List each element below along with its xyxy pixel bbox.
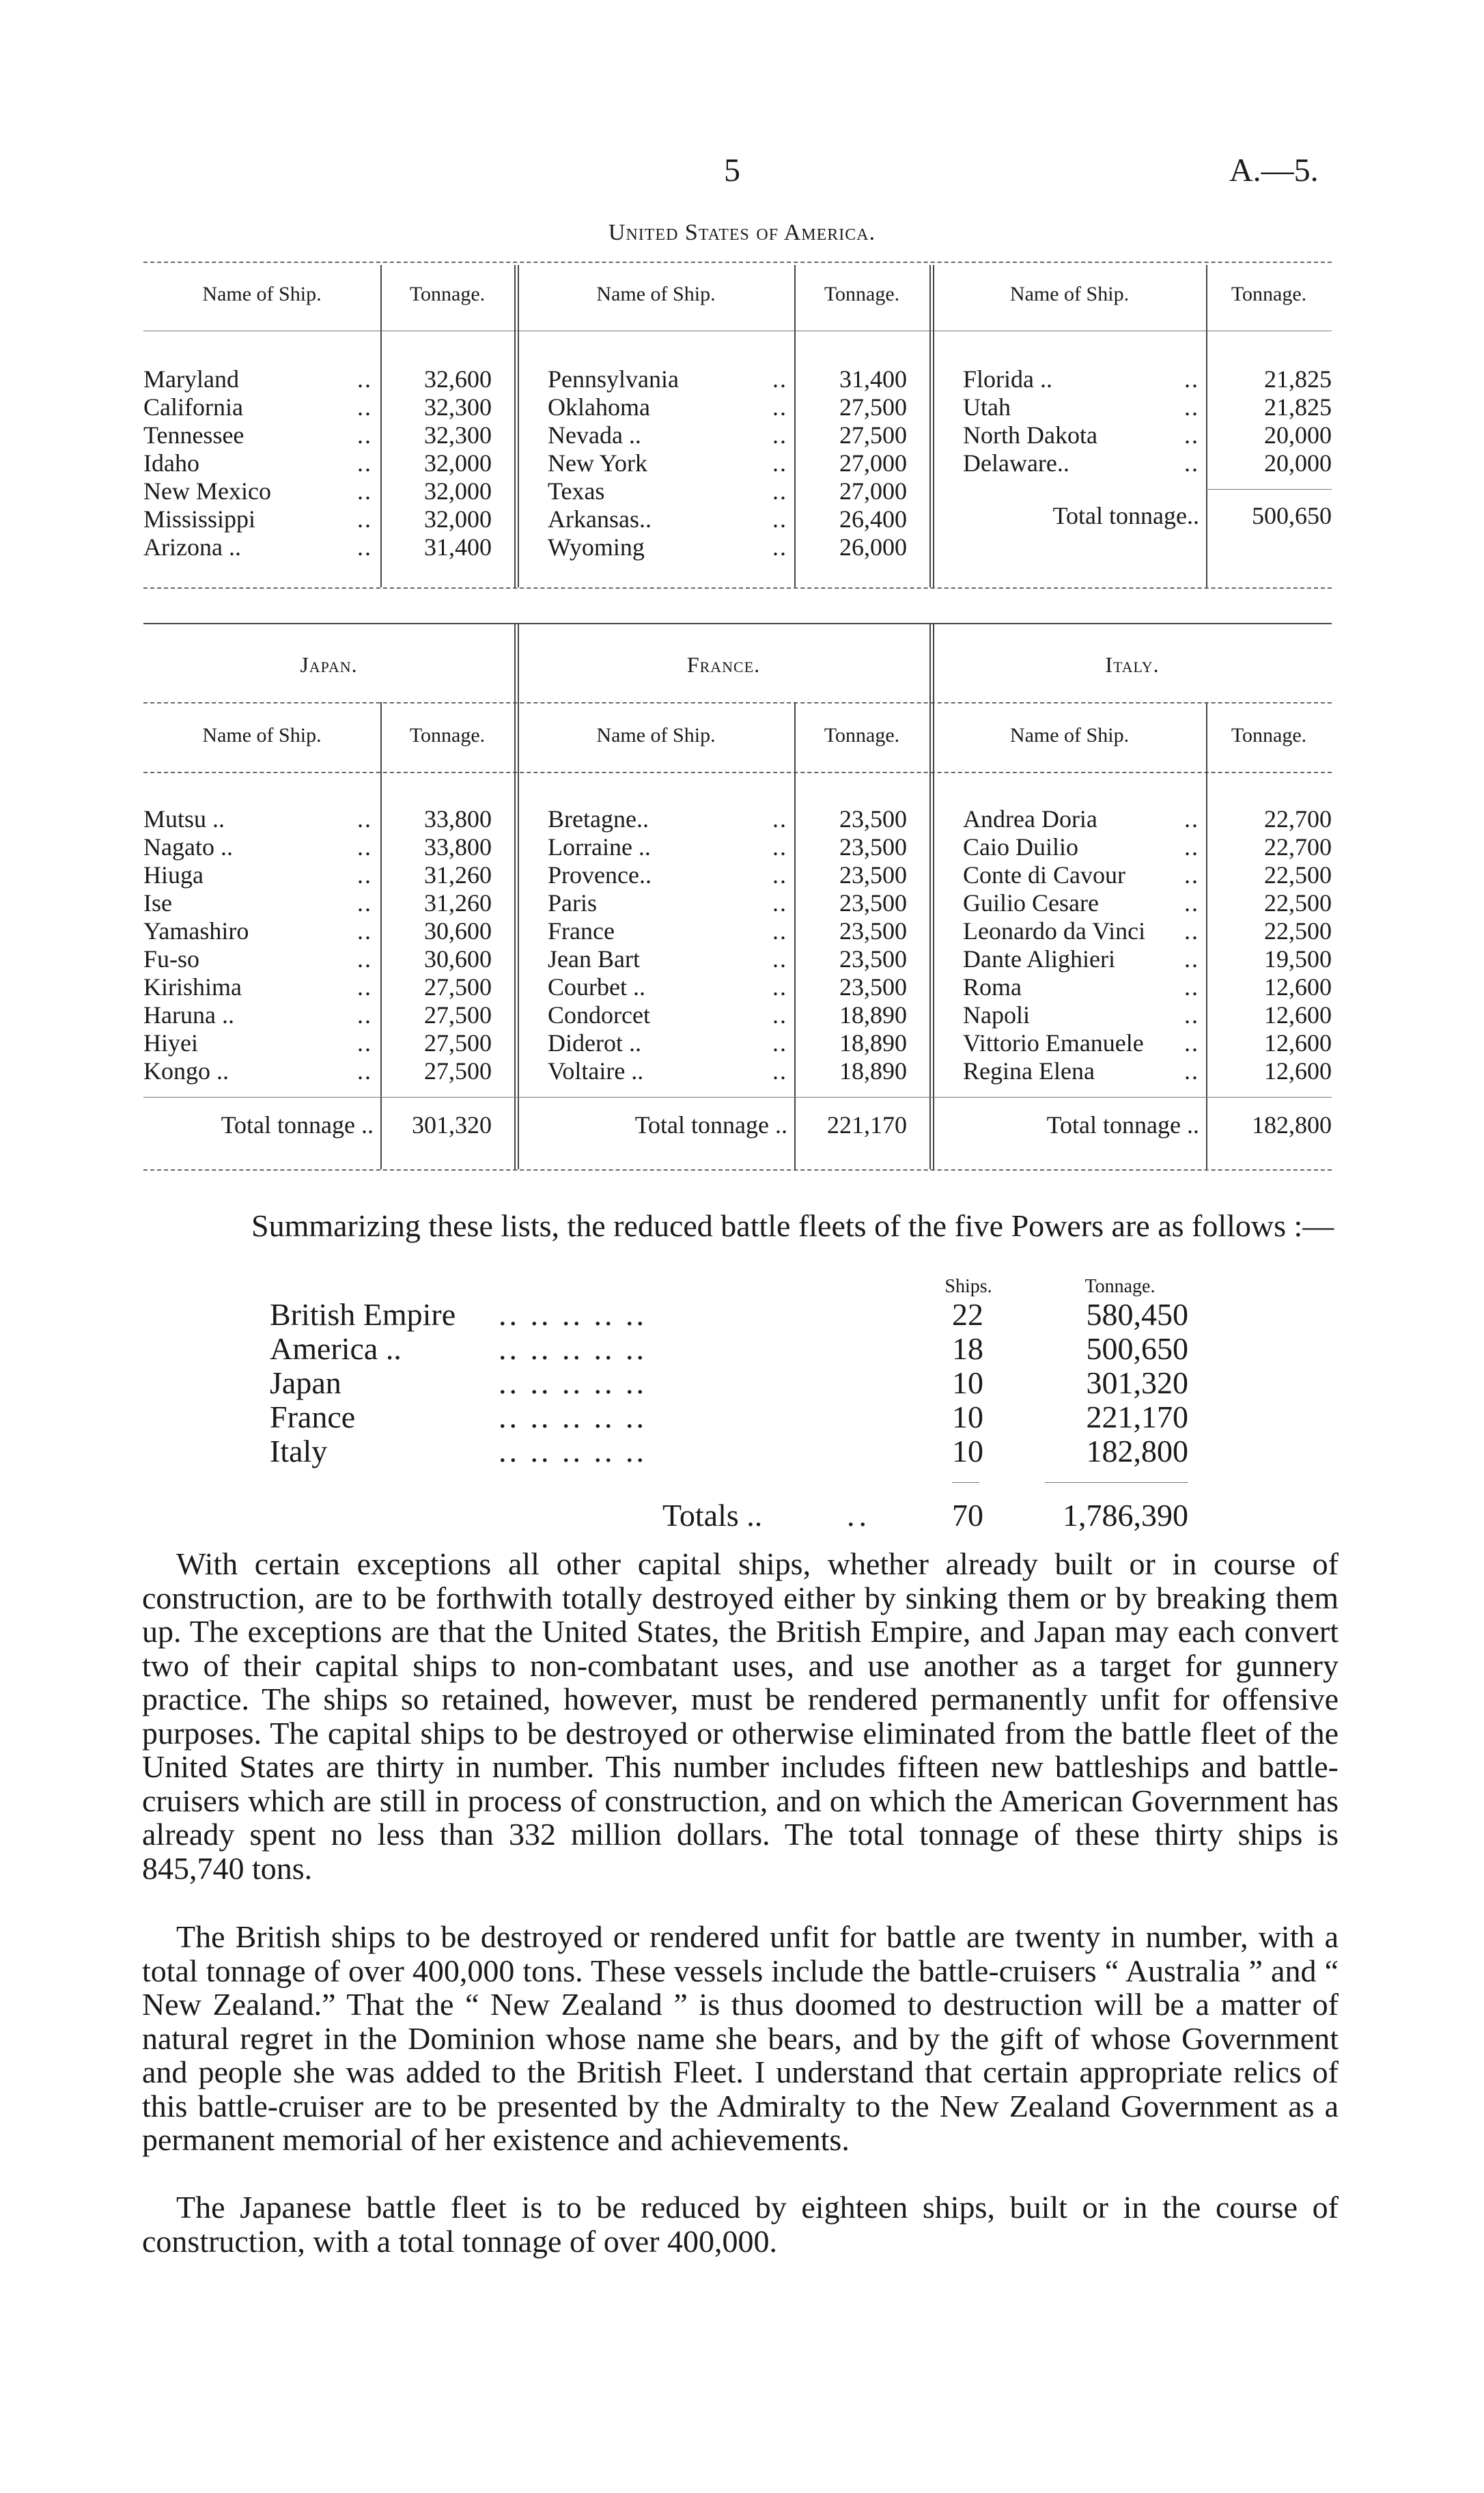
- powers-top-rule: [143, 623, 1332, 624]
- ship-name: Hiuga: [143, 861, 204, 889]
- ship-tonnage: 20,000: [1264, 421, 1332, 449]
- leader-dots: ..: [1184, 449, 1199, 477]
- ship-tonnage: 23,500: [839, 945, 907, 973]
- leader-dots: .. .. .. .. ..: [499, 1331, 647, 1366]
- leader-dots: ..: [357, 1001, 372, 1029]
- leader-dots: .. .. .. .. ..: [499, 1434, 647, 1468]
- powers-country-rule: [143, 702, 1332, 704]
- ship-name: Voltaire ..: [548, 1057, 644, 1085]
- powers-header-rule: [143, 772, 1332, 773]
- ship-name: New Mexico: [143, 477, 271, 505]
- ship-name: Diderot ..: [548, 1029, 641, 1057]
- ship-name: Mutsu ..: [143, 805, 225, 833]
- ship-name: Yamashiro: [143, 917, 249, 945]
- ship-tonnage: 30,600: [424, 945, 492, 973]
- ship-tonnage: 21,825: [1264, 365, 1332, 393]
- ship-name: Delaware..: [963, 449, 1069, 477]
- usa-col1-name-header: Name of Ship.: [202, 283, 322, 305]
- japan-total-label: Total tonnage ..: [221, 1111, 374, 1139]
- leader-dots: ..: [1184, 945, 1199, 973]
- leader-dots: ..: [772, 477, 787, 505]
- ship-name: Condorcet: [548, 1001, 650, 1029]
- summary-ships: 10: [952, 1399, 983, 1434]
- summary-intro: Summarizing these lists, the reduced battle fleets of the five Powers are as follows :—: [251, 1208, 1334, 1243]
- ship-tonnage: 32,000: [424, 505, 492, 533]
- leader-dots: ..: [357, 945, 372, 973]
- summary-tonnage: 500,650: [1086, 1331, 1188, 1366]
- ship-name: Tennessee: [143, 421, 244, 449]
- ship-tonnage: 20,000: [1264, 449, 1332, 477]
- ship-tonnage: 22,500: [1264, 917, 1332, 945]
- leader-dots: ..: [357, 505, 372, 533]
- summary-tonnage: 221,170: [1086, 1399, 1188, 1434]
- ship-name: Fu-so: [143, 945, 200, 973]
- ship-name: Texas: [548, 477, 605, 505]
- ship-name: Arkansas..: [548, 505, 652, 533]
- leader-dots: .. .. .. .. ..: [499, 1399, 647, 1434]
- ship-name: California: [143, 393, 243, 421]
- ship-tonnage: 12,600: [1264, 1001, 1332, 1029]
- ship-tonnage: 27,500: [839, 393, 907, 421]
- ship-tonnage: 23,500: [839, 861, 907, 889]
- leader-dots: ..: [357, 833, 372, 861]
- ship-tonnage: 31,400: [839, 365, 907, 393]
- leader-dots: ..: [772, 421, 787, 449]
- ship-name: Kongo ..: [143, 1057, 229, 1085]
- ship-tonnage: 27,500: [424, 1029, 492, 1057]
- summary-power-name: France: [270, 1399, 356, 1434]
- ship-tonnage: 12,600: [1264, 1057, 1332, 1085]
- ship-name: Ise: [143, 889, 172, 917]
- ship-tonnage: 31,260: [424, 889, 492, 917]
- usa-total-rule: [1206, 489, 1332, 490]
- ship-tonnage: 32,300: [424, 393, 492, 421]
- france-name-header: Name of Ship.: [596, 724, 716, 747]
- france-total-value: 221,170: [827, 1111, 907, 1139]
- usa-col3-tonnage-header: Tonnage.: [1231, 283, 1307, 305]
- usa-total-label: Total tonnage..: [1052, 502, 1199, 529]
- ship-name: Utah: [963, 393, 1011, 421]
- ship-name: Idaho: [143, 449, 199, 477]
- usa-col3-name-header: Name of Ship.: [1009, 283, 1130, 305]
- summary-totals-tons: 1,786,390: [1063, 1498, 1188, 1533]
- ship-tonnage: 18,890: [839, 1001, 907, 1029]
- powers-total-rule: [143, 1097, 1332, 1098]
- leader-dots: ..: [1184, 393, 1199, 421]
- ship-name: Bretagne..: [548, 805, 649, 833]
- leader-dots: ..: [357, 393, 372, 421]
- usa-col2-name-header: Name of Ship.: [596, 283, 716, 305]
- leader-dots: .. .. .. .. ..: [499, 1297, 647, 1332]
- leader-dots: ..: [1184, 861, 1199, 889]
- summary-totals-label: Totals ..: [662, 1498, 763, 1533]
- ship-tonnage: 27,500: [839, 421, 907, 449]
- leader-dots: ..: [357, 477, 372, 505]
- ship-tonnage: 32,000: [424, 477, 492, 505]
- powers-bottom-rule: [143, 1169, 1332, 1171]
- ship-tonnage: 27,000: [839, 477, 907, 505]
- leader-dots: ..: [772, 945, 787, 973]
- leader-dots: ..: [772, 393, 787, 421]
- ship-tonnage: 21,825: [1264, 393, 1332, 421]
- summary-tonnage-rule: [1045, 1482, 1188, 1483]
- leader-dots: ..: [772, 833, 787, 861]
- usa-divider-4: [929, 265, 931, 587]
- italy-name-header: Name of Ship.: [1009, 724, 1130, 747]
- leader-dots: ..: [772, 505, 787, 533]
- powers-divider-4: [929, 623, 931, 1169]
- leader-dots: ..: [772, 973, 787, 1001]
- ship-tonnage: 18,890: [839, 1029, 907, 1057]
- ship-name: Andrea Doria: [963, 805, 1097, 833]
- france-title: France.: [686, 652, 761, 677]
- leader-dots: ..: [1184, 805, 1199, 833]
- leader-dots: ..: [772, 1057, 787, 1085]
- leader-dots: ..: [357, 449, 372, 477]
- leader-dots: ..: [772, 365, 787, 393]
- ship-tonnage: 23,500: [839, 833, 907, 861]
- ship-tonnage: 27,500: [424, 973, 492, 1001]
- ship-name: North Dakota: [963, 421, 1097, 449]
- leader-dots: ..: [357, 805, 372, 833]
- usa-top-rule: [143, 262, 1332, 263]
- ship-name: Florida ..: [963, 365, 1052, 393]
- leader-dots: ..: [357, 533, 372, 561]
- ship-name: Mississippi: [143, 505, 256, 533]
- summary-power-name: British Empire: [270, 1297, 456, 1332]
- summary-tonnage: 301,320: [1086, 1365, 1188, 1400]
- summary-power-name: Japan: [270, 1365, 341, 1400]
- summary-ships: 18: [952, 1331, 983, 1366]
- leader-dots: ..: [357, 889, 372, 917]
- ship-name: Paris: [548, 889, 597, 917]
- body-paragraph-1: With certain exceptions all other capital ships, whether already built or in course of construction, are to be forthwith totally destroyed either by sinking them or by breaking them up. The exceptions are that the United States, the British Empire, and Japan may each convert two of their capital ships to non-combatant uses, and use another as a target for gunnery practice. The ships so retained, however, must be rendered permanently unfit for offensive purposes. The capital ships to be destroyed or otherwise eliminated from the battle fleet of the United States are thirty in number. This number includes fifteen new battleships and battle-cruisers which are still in process of construction, and on which the American Government has already spent no less than 332 million dollars. The total tonnage of these thirty ships is 845,740 tons.: [142, 1546, 1339, 1886]
- leader-dots: ..: [1184, 1001, 1199, 1029]
- leader-dots: ..: [357, 973, 372, 1001]
- leader-dots: ..: [357, 917, 372, 945]
- leader-dots: ..: [772, 861, 787, 889]
- leader-dots: ..: [772, 1029, 787, 1057]
- ship-name: Kirishima: [143, 973, 242, 1001]
- ship-name: Dante Alighieri: [963, 945, 1115, 973]
- ship-tonnage: 23,500: [839, 973, 907, 1001]
- leader-dots: ..: [1184, 421, 1199, 449]
- ship-name: Jean Bart: [548, 945, 640, 973]
- ship-tonnage: 27,500: [424, 1057, 492, 1085]
- usa-bottom-rule: [143, 587, 1332, 589]
- ship-tonnage: 30,600: [424, 917, 492, 945]
- ship-name: Wyoming: [548, 533, 645, 561]
- ship-tonnage: 22,500: [1264, 889, 1332, 917]
- summary-ships: 10: [952, 1434, 983, 1468]
- powers-divider-4b: [933, 623, 934, 1169]
- leader-dots: ..: [772, 1001, 787, 1029]
- ship-tonnage: 19,500: [1264, 945, 1332, 973]
- france-tonnage-header: Tonnage.: [824, 724, 900, 747]
- ship-tonnage: 22,700: [1264, 805, 1332, 833]
- summary-power-name: Italy: [270, 1434, 328, 1468]
- leader-dots: ..: [357, 365, 372, 393]
- leader-dots: ..: [1184, 973, 1199, 1001]
- ship-name: Regina Elena: [963, 1057, 1095, 1085]
- summary-ships-rule: [952, 1482, 979, 1483]
- usa-table-title: United States of America.: [608, 220, 876, 245]
- leader-dots: ..: [1184, 1057, 1199, 1085]
- usa-total-value: 500,650: [1252, 502, 1332, 529]
- ship-name: Caio Duilio: [963, 833, 1078, 861]
- ship-tonnage: 31,260: [424, 861, 492, 889]
- ship-name: New York: [548, 449, 648, 477]
- ship-name: Roma: [963, 973, 1022, 1001]
- leader-dots: ..: [357, 1057, 372, 1085]
- ship-name: Haruna ..: [143, 1001, 234, 1029]
- ship-name: Pennsylvania: [548, 365, 679, 393]
- ship-name: Vittorio Emanuele: [963, 1029, 1144, 1057]
- leader-dots: ..: [772, 449, 787, 477]
- usa-divider-2: [514, 265, 516, 587]
- ship-name: Nagato ..: [143, 833, 233, 861]
- leader-dots: ..: [1184, 1029, 1199, 1057]
- ship-tonnage: 22,500: [1264, 861, 1332, 889]
- ship-name: Courbet ..: [548, 973, 645, 1001]
- usa-divider-4b: [933, 265, 934, 587]
- italy-total-value: 182,800: [1252, 1111, 1332, 1139]
- ship-tonnage: 12,600: [1264, 1029, 1332, 1057]
- usa-col1-tonnage-header: Tonnage.: [409, 283, 486, 305]
- leader-dots: ..: [772, 533, 787, 561]
- leader-dots: ..: [772, 889, 787, 917]
- ship-name: Leonardo da Vinci: [963, 917, 1146, 945]
- body-paragraph-3: The Japanese battle fleet is to be reduced by eighteen ships, built or in the course of construction, with a total tonnage of over 400,000.: [142, 2190, 1339, 2259]
- ship-name: Hiyei: [143, 1029, 198, 1057]
- summary-tonnage-header: Tonnage.: [1084, 1276, 1156, 1297]
- ship-tonnage: 23,500: [839, 889, 907, 917]
- ship-tonnage: 32,600: [424, 365, 492, 393]
- ship-tonnage: 26,400: [839, 505, 907, 533]
- document-reference: A.—5.: [1229, 152, 1319, 189]
- ship-name: France: [548, 917, 615, 945]
- ship-name: Arizona ..: [143, 533, 241, 561]
- ship-tonnage: 33,800: [424, 805, 492, 833]
- italy-tonnage-header: Tonnage.: [1231, 724, 1307, 747]
- italy-total-label: Total tonnage ..: [1046, 1111, 1199, 1139]
- summary-totals-ships: 70: [952, 1498, 983, 1533]
- leader-dots: ..: [1184, 917, 1199, 945]
- summary-ships: 22: [952, 1297, 983, 1332]
- ship-name: Nevada ..: [548, 421, 641, 449]
- ship-name: Oklahoma: [548, 393, 650, 421]
- summary-totals-dots: ..: [847, 1498, 871, 1533]
- japan-tonnage-header: Tonnage.: [409, 724, 486, 747]
- ship-tonnage: 27,500: [424, 1001, 492, 1029]
- leader-dots: ..: [772, 917, 787, 945]
- ship-tonnage: 31,400: [424, 533, 492, 561]
- ship-name: Napoli: [963, 1001, 1030, 1029]
- summary-power-name: America ..: [270, 1331, 402, 1366]
- japan-name-header: Name of Ship.: [202, 724, 322, 747]
- ship-tonnage: 32,000: [424, 449, 492, 477]
- body-paragraph-2: The British ships to be destroyed or rendered unfit for battle are twenty in number, with a total tonnage of over 400,000 tons. These vessels include the battle-cruisers “ Australia ” and “ New Zealand.” That the “ New Zealand ” is thus doomed to destruction will be a matter of natural regret in the Dominion whose name she bears, and by the gift of whose Government and people she was added to the British Fleet. I understand that certain appropriate relics of this battle-cruiser are to be presented by the Admiralty to the New Zealand Government as a permanent memorial of her existence and achievements.: [142, 1919, 1339, 2157]
- ship-tonnage: 22,700: [1264, 833, 1332, 861]
- italy-title: Italy.: [1105, 652, 1160, 677]
- ship-tonnage: 26,000: [839, 533, 907, 561]
- summary-ships: 10: [952, 1365, 983, 1400]
- leader-dots: ..: [772, 805, 787, 833]
- summary-tonnage: 182,800: [1086, 1434, 1188, 1468]
- usa-col2-tonnage-header: Tonnage.: [824, 283, 900, 305]
- powers-divider-2b: [518, 623, 519, 1169]
- ship-tonnage: 32,300: [424, 421, 492, 449]
- ship-tonnage: 12,600: [1264, 973, 1332, 1001]
- japan-title: Japan.: [300, 652, 358, 677]
- powers-divider-2: [514, 623, 516, 1169]
- ship-tonnage: 23,500: [839, 805, 907, 833]
- ship-name: Guilio Cesare: [963, 889, 1099, 917]
- ship-name: Provence..: [548, 861, 652, 889]
- page-number: 5: [724, 152, 740, 189]
- ship-tonnage: 33,800: [424, 833, 492, 861]
- france-total-label: Total tonnage ..: [634, 1111, 787, 1139]
- ship-tonnage: 27,000: [839, 449, 907, 477]
- ship-tonnage: 18,890: [839, 1057, 907, 1085]
- ship-name: Maryland: [143, 365, 239, 393]
- ship-name: Conte di Cavour: [963, 861, 1125, 889]
- japan-total-value: 301,320: [412, 1111, 492, 1139]
- ship-name: Lorraine ..: [548, 833, 651, 861]
- summary-tonnage: 580,450: [1086, 1297, 1188, 1332]
- usa-divider-2b: [518, 265, 519, 587]
- leader-dots: ..: [357, 861, 372, 889]
- leader-dots: ..: [357, 421, 372, 449]
- leader-dots: ..: [1184, 365, 1199, 393]
- leader-dots: .. .. .. .. ..: [499, 1365, 647, 1400]
- summary-ships-header: Ships.: [944, 1276, 992, 1297]
- ship-tonnage: 23,500: [839, 917, 907, 945]
- leader-dots: ..: [1184, 889, 1199, 917]
- leader-dots: ..: [1184, 833, 1199, 861]
- leader-dots: ..: [357, 1029, 372, 1057]
